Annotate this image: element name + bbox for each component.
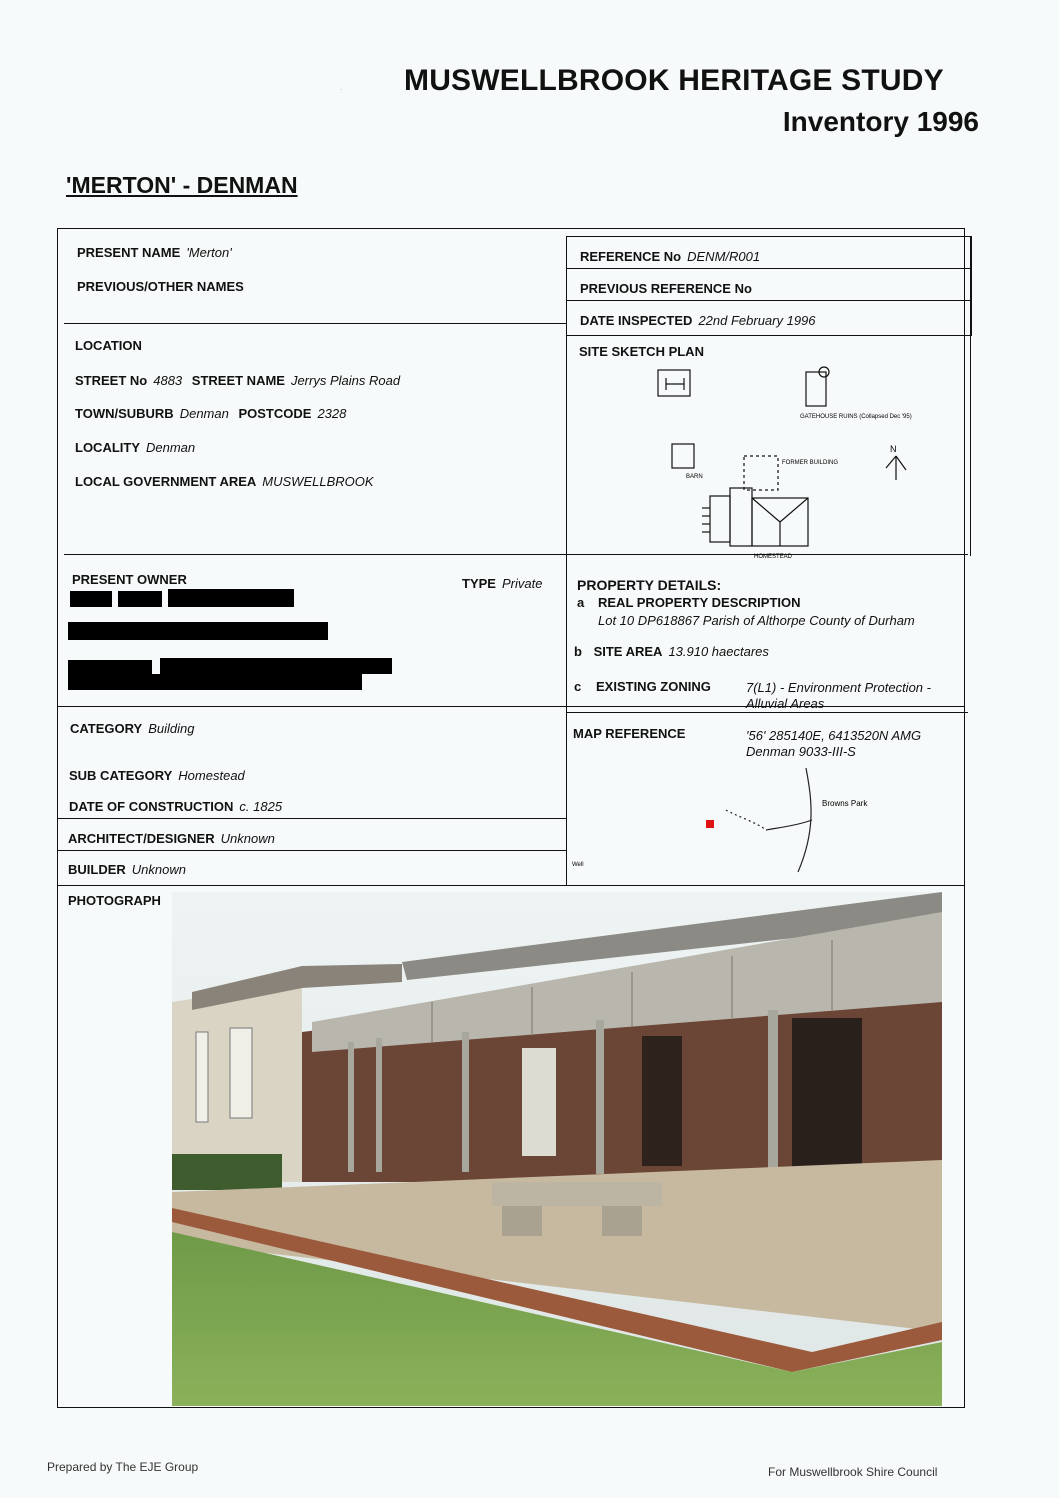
row-divider bbox=[64, 323, 566, 324]
town-label: TOWN/SUBURB bbox=[75, 406, 174, 421]
street-name-value: Jerrys Plains Road bbox=[290, 373, 401, 388]
present-owner-label: PRESENT OWNER bbox=[72, 572, 187, 587]
footer-council: For Muswellbrook Shire Council bbox=[768, 1465, 938, 1479]
site-sketch-label: SITE SKETCH PLAN bbox=[579, 344, 704, 359]
owner-type-label: TYPE bbox=[462, 576, 496, 591]
row-divider bbox=[57, 885, 965, 886]
window bbox=[230, 1028, 252, 1118]
postcode-value: 2328 bbox=[317, 406, 347, 421]
redacted-owner-address bbox=[160, 658, 392, 674]
map-well-label: Well bbox=[572, 862, 584, 868]
present-name-label: PRESENT NAME bbox=[77, 245, 181, 260]
north-label: N bbox=[890, 444, 897, 454]
homestead-wing bbox=[730, 488, 752, 546]
row-divider bbox=[57, 850, 566, 851]
site-marker bbox=[706, 820, 714, 828]
north-arrow bbox=[896, 456, 906, 470]
street-no-label: STREET No bbox=[75, 373, 148, 388]
date-inspected-value: 22nd February 1996 bbox=[698, 313, 816, 328]
window bbox=[196, 1032, 208, 1122]
construction-value: c. 1825 bbox=[239, 799, 283, 814]
builder-field bbox=[68, 862, 186, 877]
site-area-label: SITE AREA bbox=[593, 644, 663, 659]
road-line bbox=[766, 820, 812, 830]
subcategory-value: Homestead bbox=[178, 768, 245, 783]
property-c-letter: c bbox=[574, 679, 582, 694]
redacted-owner-name bbox=[118, 591, 162, 607]
redacted-owner-address bbox=[152, 674, 362, 690]
locality-field bbox=[75, 440, 195, 455]
date-inspected-label: DATE INSPECTED bbox=[580, 313, 693, 328]
stone-support bbox=[502, 1206, 542, 1236]
street-name-label: STREET NAME bbox=[191, 373, 285, 388]
architect-field bbox=[68, 831, 275, 846]
road-line bbox=[798, 768, 811, 872]
page-title: MUSWELLBROOK HERITAGE STUDY bbox=[404, 64, 944, 97]
former-building-outline bbox=[744, 456, 778, 490]
builder-value: Unknown bbox=[131, 862, 186, 877]
construction-field bbox=[69, 799, 282, 814]
property-details-heading: PROPERTY DETAILS: bbox=[577, 577, 722, 593]
redacted-owner-name bbox=[70, 591, 112, 607]
map-sheet: Denman 9033-III-S bbox=[746, 744, 856, 759]
row-divider bbox=[57, 818, 566, 819]
map-coords: '56' 285140E, 6413520N AMG bbox=[746, 728, 922, 743]
homestead-photograph bbox=[172, 892, 942, 1406]
homestead-note: HOMESTEAD bbox=[754, 554, 793, 560]
map-place-label: Browns Park bbox=[822, 799, 868, 808]
zoning-value-line2: Alluvial Areas bbox=[746, 696, 825, 711]
street-no-value: 4883 bbox=[153, 373, 183, 388]
architect-label: ARCHITECT/DESIGNER bbox=[68, 831, 215, 846]
north-arrow bbox=[886, 456, 896, 468]
real-property-value: Lot 10 DP618867 Parish of Althorpe County of Durham bbox=[598, 613, 915, 628]
lga-label: LOCAL GOVERNMENT AREA bbox=[75, 474, 257, 489]
verandah-post bbox=[462, 1032, 469, 1172]
gatehouse-note: GATEHOUSE RUINS (Collapsed Dec '95) bbox=[800, 414, 912, 420]
category-label: CATEGORY bbox=[70, 721, 143, 736]
street-field bbox=[75, 373, 400, 388]
location-heading: LOCATION bbox=[75, 338, 142, 353]
doorway bbox=[792, 1018, 862, 1178]
map-reference-label: MAP REFERENCE bbox=[573, 726, 686, 741]
present-name-field bbox=[77, 245, 232, 260]
town-value: Denman bbox=[179, 406, 229, 421]
zoning-value-line1: 7(L1) - Environment Protection - bbox=[746, 680, 931, 695]
row-divider bbox=[57, 706, 965, 707]
site-area-field bbox=[574, 644, 769, 659]
real-property-label: REAL PROPERTY DESCRIPTION bbox=[598, 595, 801, 610]
doorway bbox=[642, 1036, 682, 1166]
shed-outline bbox=[672, 444, 694, 468]
verandah-post bbox=[768, 1010, 778, 1180]
reference-value: DENM/R001 bbox=[687, 249, 761, 264]
barn-note: BARN bbox=[686, 474, 703, 480]
homestead-wing bbox=[710, 496, 730, 542]
lga-field bbox=[75, 474, 374, 489]
property-b-letter: b bbox=[574, 644, 582, 659]
construction-label: DATE OF CONSTRUCTION bbox=[69, 799, 234, 814]
ghost-text: . bbox=[340, 82, 343, 92]
present-name-value: 'Merton' bbox=[186, 245, 232, 260]
locality-label: LOCALITY bbox=[75, 440, 140, 455]
subcategory-label: SUB CATEGORY bbox=[69, 768, 173, 783]
stone-support bbox=[602, 1206, 642, 1236]
owner-type-value: Private bbox=[501, 576, 543, 591]
barn-outline bbox=[658, 370, 690, 396]
stone-slab bbox=[492, 1182, 662, 1206]
row-divider bbox=[566, 300, 972, 301]
property-a-letter: a bbox=[577, 595, 585, 610]
page-subtitle: Inventory 1996 bbox=[782, 106, 979, 137]
verandah-post bbox=[376, 1038, 382, 1172]
footer-prepared-by: Prepared by The EJE Group bbox=[47, 1460, 199, 1474]
former-building-note: FORMER BUILDING bbox=[782, 460, 839, 466]
photograph-label: PHOTOGRAPH bbox=[68, 893, 161, 908]
roof-line bbox=[752, 498, 780, 522]
hedge bbox=[172, 1154, 282, 1190]
category-field bbox=[70, 721, 195, 736]
architect-value: Unknown bbox=[220, 831, 275, 846]
redacted-owner-address bbox=[68, 622, 328, 640]
subcategory-field bbox=[69, 768, 245, 783]
redacted-owner-address bbox=[68, 660, 152, 690]
row-divider bbox=[566, 712, 968, 713]
row-divider bbox=[566, 268, 972, 269]
previous-reference-label: PREVIOUS REFERENCE No bbox=[580, 281, 752, 296]
category-value: Building bbox=[148, 721, 195, 736]
location-map bbox=[566, 760, 886, 882]
site-sketch-plan bbox=[640, 360, 960, 560]
date-inspected-field bbox=[580, 313, 816, 328]
site-area-value: 13.910 haectares bbox=[668, 644, 769, 659]
zoning-label: EXISTING ZONING bbox=[596, 679, 711, 694]
french-door bbox=[522, 1048, 556, 1156]
reference-field bbox=[580, 249, 760, 264]
lga-value: MUSWELLBROOK bbox=[262, 474, 374, 489]
owner-type-field bbox=[462, 576, 542, 591]
column-divider bbox=[970, 236, 971, 556]
reference-label: REFERENCE No bbox=[580, 249, 682, 264]
previous-names-label: PREVIOUS/OTHER NAMES bbox=[77, 279, 244, 294]
town-field bbox=[75, 406, 346, 421]
verandah-post bbox=[596, 1020, 604, 1174]
redacted-owner-name bbox=[168, 589, 294, 607]
locality-value: Denman bbox=[146, 440, 196, 455]
track-line bbox=[726, 810, 766, 830]
builder-label: BUILDER bbox=[68, 862, 126, 877]
roof-line bbox=[780, 498, 808, 522]
verandah-post bbox=[348, 1042, 354, 1172]
postcode-label: POSTCODE bbox=[238, 406, 312, 421]
subject-heading: 'MERTON' - DENMAN bbox=[66, 172, 298, 198]
